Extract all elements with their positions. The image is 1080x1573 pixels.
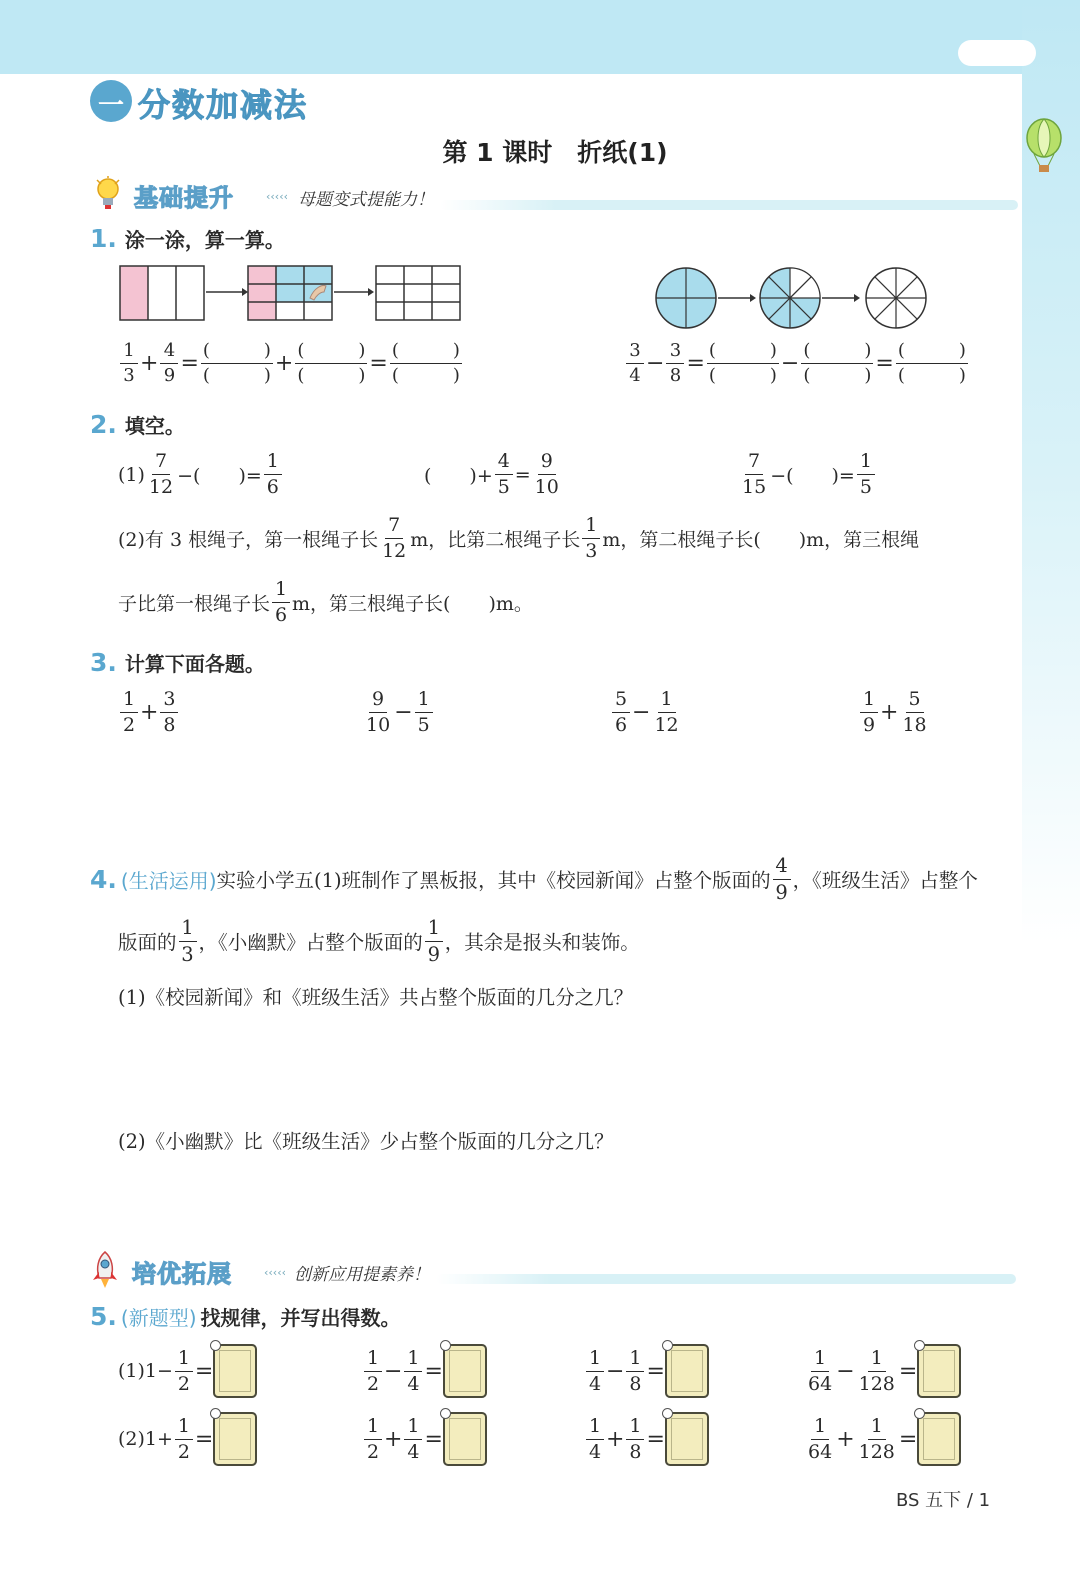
unit-title: 分数加减法 [138,86,309,124]
q3-item-1: 1 2 + $\frac{3}{8}$ [118,690,180,735]
answer-blank[interactable]: ( ) ( ) [708,340,777,386]
page-number: BS 五下 / 1 [896,1490,991,1511]
q5-row2-item2: 1 2 + $\frac{1}{4}$ = [362,1412,487,1466]
q1-title: 涂一涂，算一算。 [124,228,285,252]
q1-rectangle-diagram [118,262,468,324]
q5-tag: (新题型) [120,1306,197,1330]
section-basic-title: 基础提升 [134,184,234,212]
q5-row1-item1: (1)1− $\frac{1}{2}$ = [118,1344,257,1398]
q1-right-expression: 3 4 − $\frac{3}{8}$ = ( ) ( ) − ( ) ( ) = ( ) ( ) [624,342,970,385]
answer-box[interactable] [665,1412,709,1466]
chevrons-decoration: ‹‹‹‹‹ [266,190,288,203]
q3-item-4: 1 9 + $\frac{5}{18}$ [858,690,931,735]
rocket-icon [90,1250,120,1290]
answer-blank[interactable]: ( ) ( ) [202,340,271,386]
answer-box[interactable] [443,1344,487,1398]
answer-blank[interactable]: ( ) ( ) [897,340,966,386]
q4-sub1: (1)《校园新闻》和《班级生活》共占整个版面的几分之几？ [118,986,634,1009]
q5-row1-item4: 1 64 − $\frac{1}{128}$ = [804,1344,961,1398]
q3-heading [90,648,265,677]
answer-blank[interactable]: ( ) ( ) [803,340,872,386]
section-advanced-title: 培优拓展 [132,1260,232,1288]
q2-number: 2. [90,410,117,439]
right-banner [1022,0,1080,1573]
q1-left-expression: 1 3 + $\frac{4}{9}$ = ( ) ( ) + ( ) ( ) = ( ) ( ) [118,342,464,385]
q5-heading [90,1302,401,1331]
section-advanced-bar [436,1274,1016,1284]
answer-blank[interactable]: −( )= [770,465,855,487]
unit-number: 一 [97,91,124,121]
answer-blank[interactable]: ( ) ( ) [391,340,460,386]
q2-p2-line1: (2)有 3 根绳子，第一根绳子长 7 12 m，比第二根绳子长 1 3 m，第二根绳子长( )m，第三根绳 [118,514,920,562]
answer-box[interactable] [213,1344,257,1398]
q2-title: 填空。 [124,414,185,438]
answer-box[interactable] [213,1412,257,1466]
q2-p2-line2: 子比第一根绳子长 1 6 m，第三根绳子长( )m。 [118,578,533,626]
lesson-title: 第 1 课时 折纸(1) [442,138,668,167]
q1-circle-diagram [650,264,940,332]
q1-number: 1. [90,224,117,253]
unit-number-badge [90,80,132,122]
answer-blank[interactable]: ( ) ( ) [297,340,366,386]
q3-number: 3. [90,648,117,677]
answer-box[interactable] [917,1344,961,1398]
q2-p1-expr3: 7 15 −( )= $\frac{1}{5}$ [738,452,877,497]
cloud-decoration [958,40,1036,66]
answer-box[interactable] [443,1412,487,1466]
q3-item-2: 9 10 − $\frac{1}{5}$ [362,690,435,735]
q5-row1-item2: 1 2 − $\frac{1}{4}$ = [362,1344,487,1398]
section-basic-subtitle: 母题变式提能力！ [298,190,434,210]
section-advanced-subtitle: 创新应用提素养！ [294,1265,430,1285]
q4-number: 4. [90,864,117,894]
q4-line1: 4. (生活运用) 实验小学五(1)班制作了黑板报，其中《校园新闻》占整个版面的 4 9 ，《班级生活》占整个 [90,854,978,904]
q1-heading [90,224,285,253]
q4-tag: (生活运用) [120,868,217,893]
section-basic-bar [440,200,1018,210]
lightbulb-icon [93,176,123,212]
q2-heading [90,410,185,439]
q5-number: 5. [90,1302,117,1331]
q5-row1-item3: 1 4 − $\frac{1}{8}$ = [584,1344,709,1398]
answer-blank[interactable]: ( )+ [424,465,493,487]
q5-title: 找规律，并写出得数。 [200,1306,401,1330]
answer-box[interactable] [665,1344,709,1398]
chevrons-decoration: ‹‹‹‹‹ [264,1266,286,1279]
q5-row2-item1: (2)1+ $\frac{1}{2}$ = [118,1412,257,1466]
q3-item-3: 5 6 − $\frac{1}{12}$ [610,690,683,735]
q2-p1-expr1: (1) 7 12 −( )= $\frac{1}{6}$ [118,452,284,497]
q2-p1-expr2: ( )+ $\frac{4}{5}$ = $\frac{9}{10}$ [424,450,559,498]
q5-row2-item4: 1 64 + $\frac{1}{128}$ = [804,1412,961,1466]
q5-row2-item3: 1 4 + $\frac{1}{8}$ = [584,1412,709,1466]
answer-box[interactable] [917,1412,961,1466]
top-banner [0,0,1080,74]
q4-line2: 版面的 1 3 ，《小幽默》占整个版面的 1 9 ，其余是报头和装饰。 [118,916,640,966]
q4-sub2: (2)《小幽默》比《班级生活》少占整个版面的几分之几？ [118,1130,614,1153]
answer-blank[interactable]: −( )= [177,465,262,487]
q3-title: 计算下面各题。 [124,652,265,676]
